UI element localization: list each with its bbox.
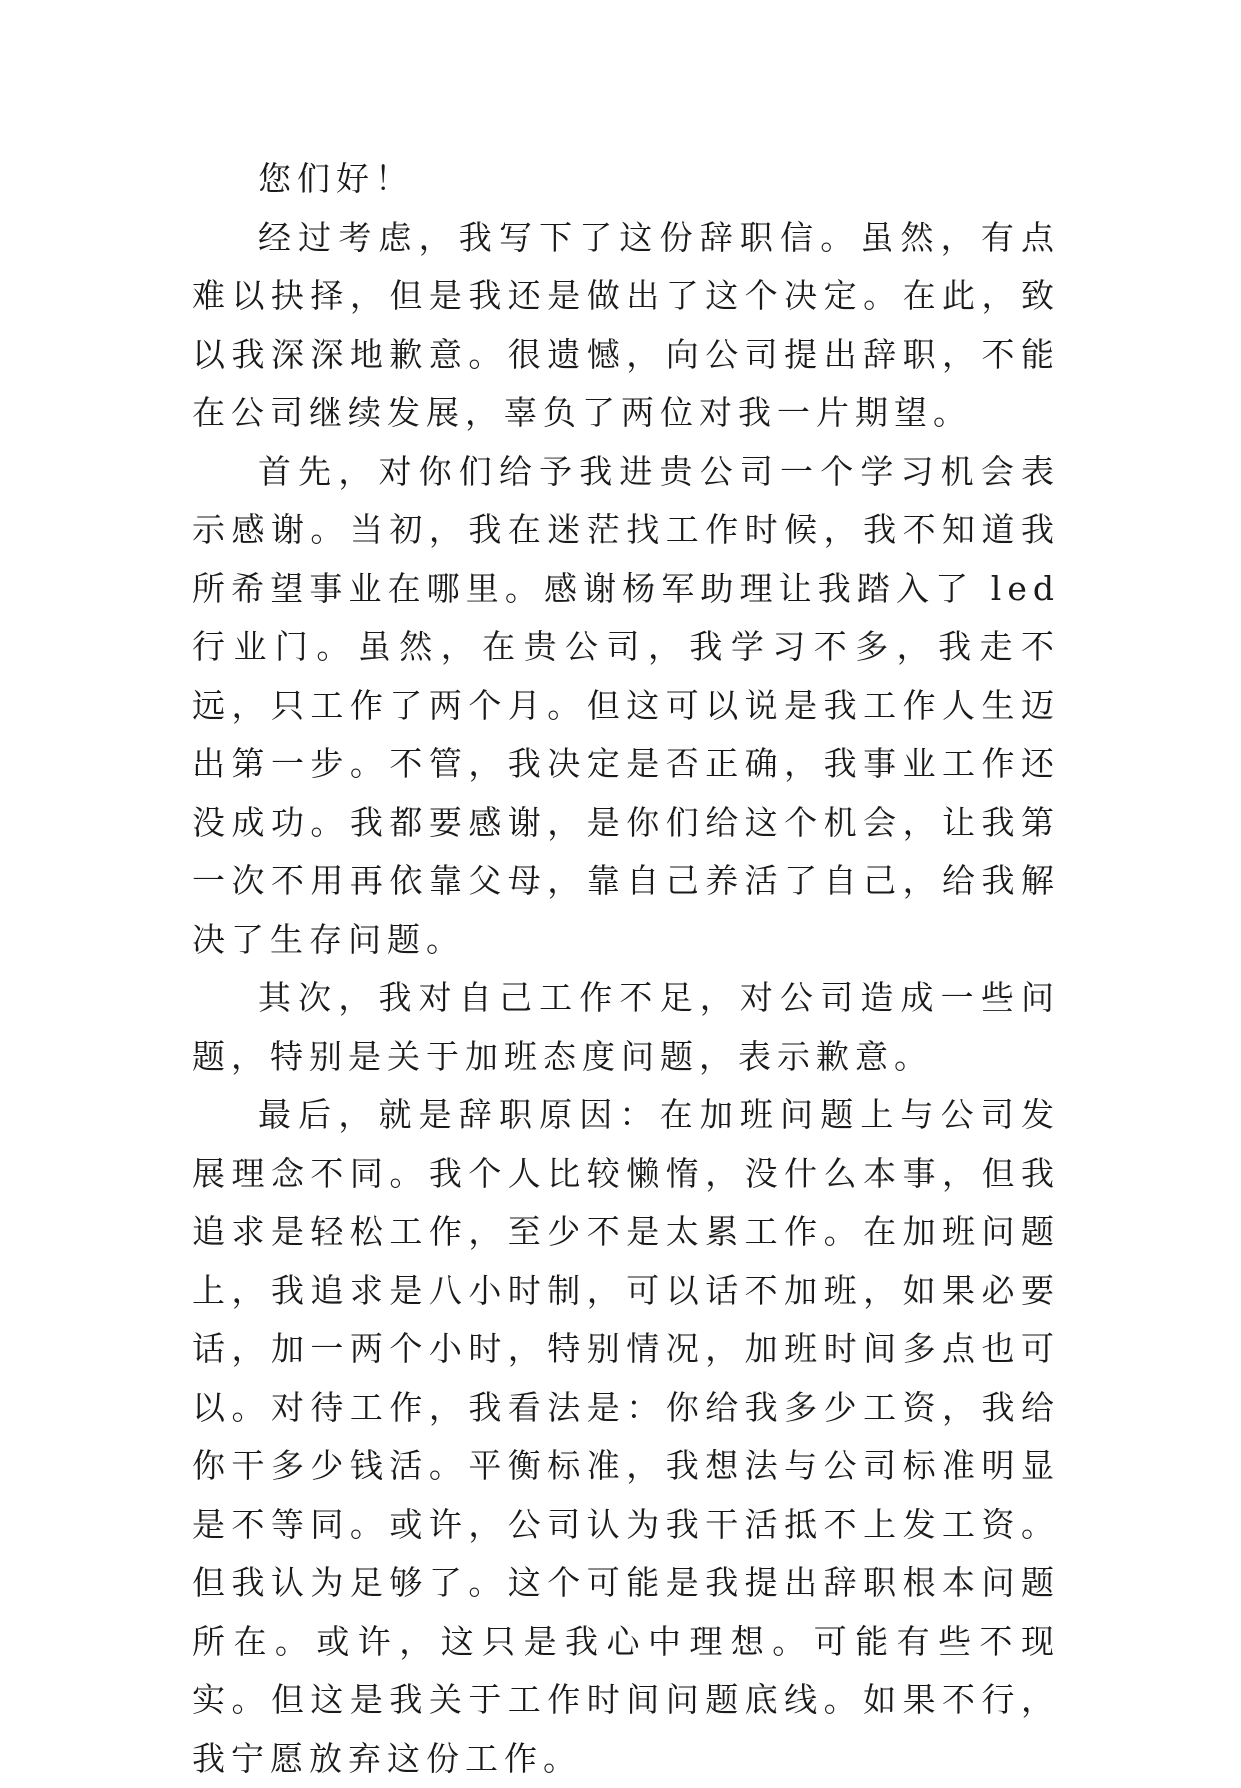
paragraph-apology: 其次，我对自己工作不足，对公司造成一些问题，特别是关于加班态度问题，表示歉意。 <box>192 978 1060 1076</box>
paragraph-thanks: 首先，对你们给予我进贵公司一个学习机会表示感谢。当初，我在迷茫找工作时候，我不知道我所希望事业在哪里。感谢杨军助理让我踏入了 led 行业门。虽然，在贵公司，我学习不多，我走不远，只工作了两个月。但这可以说是我工作人生迈出第一步。不管，我决定是否正确，我事业工作还没成功。我都要感谢，是你们给这个机会，让我第一次不用再依靠父母，靠自己养活了自己，给我解决了生存问题。 <box>192 451 1060 959</box>
paragraph-resignation-reason: 最后，就是辞职原因：在加班问题上与公司发展理念不同。我个人比较懒惰，没什么本事，但我追求是轻松工作，至少不是太累工作。在加班问题上，我追求是八小时制，可以话不加班，如果必要话，加一两个小时，特别情况，加班时间多点也可以。对待工作，我看法是：你给我多少工资，我给你干多少钱活。平衡标准，我想法与公司标准明显是不等同。或许，公司认为我干活抵不上发工资。但我认为足够了。这个可能是我提出辞职根本问题所在。或许，这只是我心中理想。可能有些不现实。但这是我关于工作时间问题底线。如果不行，我宁愿放弃这份工作。 <box>192 1095 1060 1778</box>
paragraph-reason-intro: 经过考虑，我写下了这份辞职信。虽然，有点难以抉择，但是我还是做出了这个决定。在此，致以我深深地歉意。很遗憾，向公司提出辞职，不能在公司继续发展，辜负了两位对我一片期望。 <box>192 217 1060 432</box>
greeting: 您们好！ <box>258 159 414 198</box>
letter-body <box>192 150 1060 1788</box>
